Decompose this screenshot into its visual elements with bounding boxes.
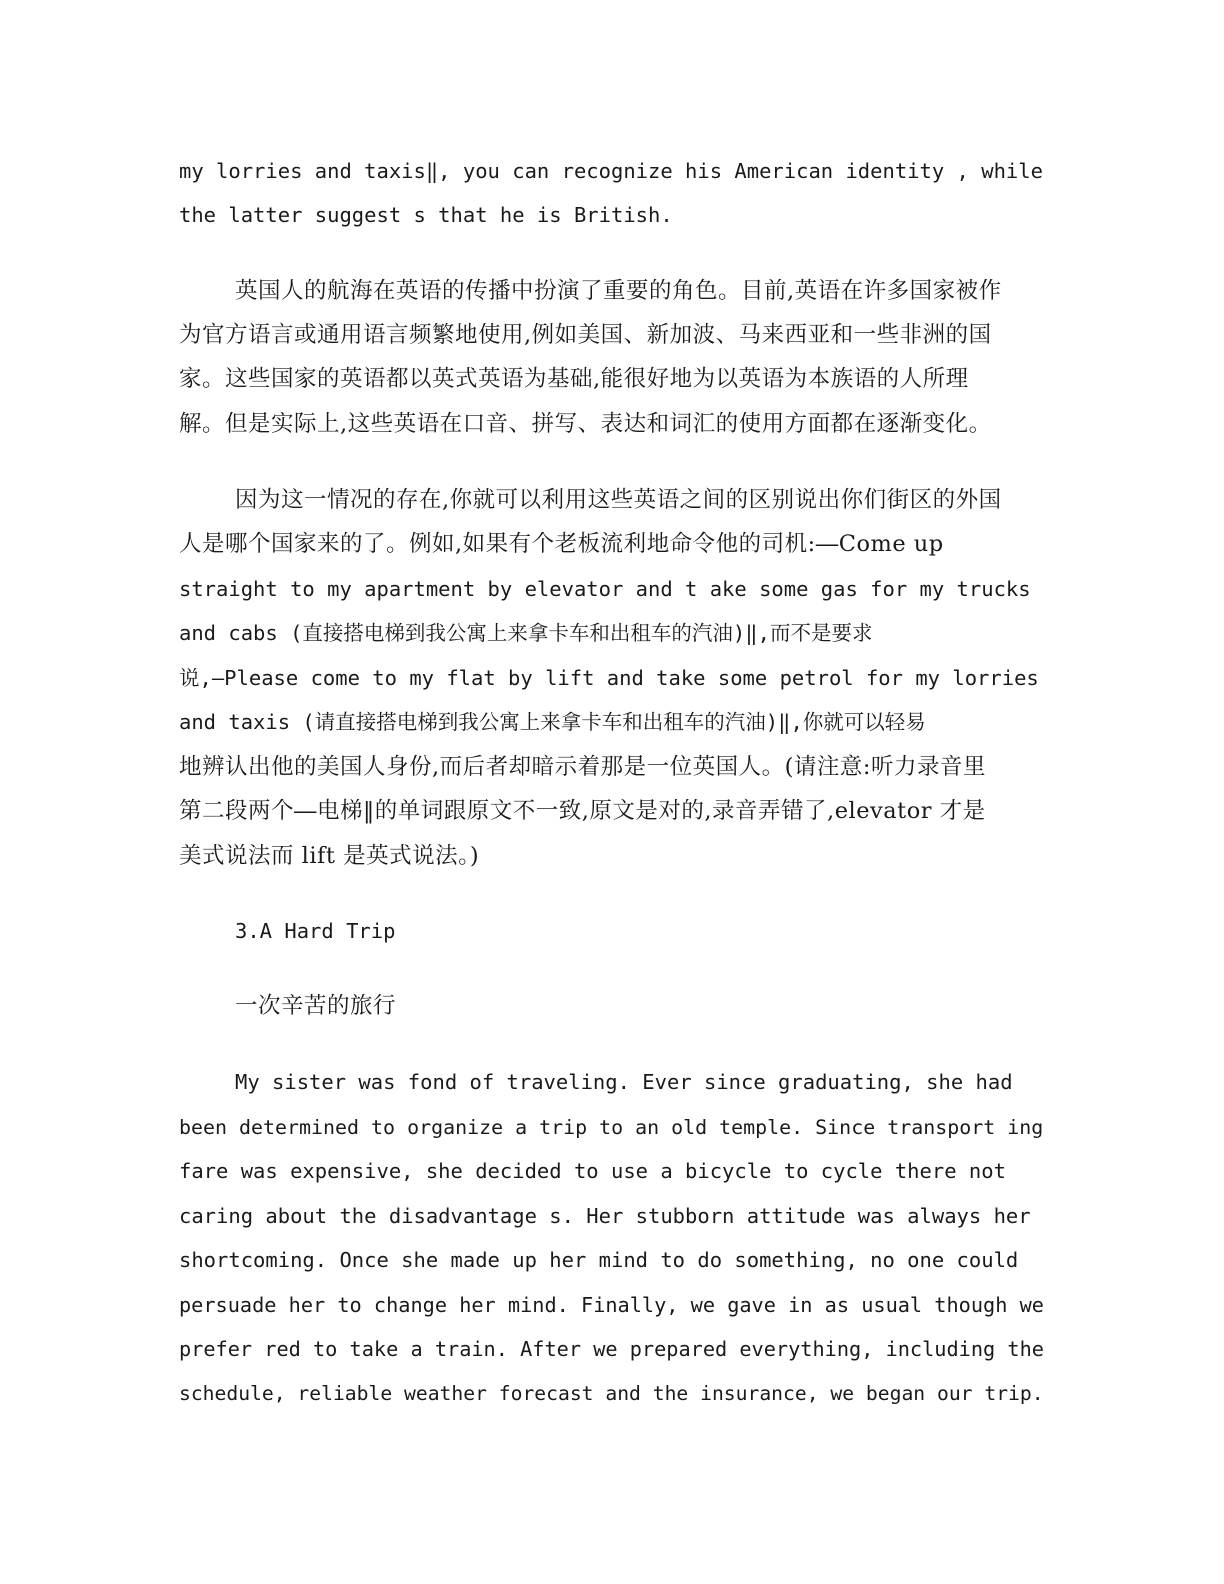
section-heading: 3.A Hard Trip (235, 919, 396, 943)
text-line: 人是哪个国家来的了。例如,如果有个老板流利地命令他的司机:―Come up (179, 531, 944, 557)
text-line: caring about the disadvantage s. Her stubborn attitude was always her (179, 1204, 1031, 1228)
text-line: prefer red to take a train. After we prepared everything, including the (179, 1337, 1044, 1361)
text-line: fare was expensive, she decided to use a bicycle to cycle there not (179, 1159, 1006, 1183)
text-line: 地辨认出他的美国人身份,而后者却暗示着那是一位英国人。(请注意:听力录音里 (179, 754, 987, 780)
text-line: my lorries and taxis‖, you can recognize his American identity , while (179, 159, 1043, 183)
text-line: 英国人的航海在英语的传播中扮演了重要的角色。目前,英语在许多国家被作 (235, 278, 1002, 304)
text-line: My sister was fond of traveling. Ever since graduating, she had (235, 1070, 1013, 1094)
text-line: the latter suggest s that he is British. (179, 203, 673, 227)
text-line: 第二段两个―电梯‖的单词跟原文不一致,原文是对的,录音弄错了,elevator 才是 (179, 798, 986, 824)
text-line: 因为这一情况的存在,你就可以利用这些英语之间的区别说出你们街区的外国 (235, 487, 1002, 513)
text-line: 家。这些国家的英语都以英式英语为基础,能很好地为以英语为本族语的人所理 (179, 366, 969, 392)
text-line: and cabs (直接搭电梯到我公寓上来拿卡车和出租车的汽油)‖,而不是要求 (179, 621, 873, 645)
text-line: 为官方语言或通用语言频繁地使用,例如美国、新加波、马来西亚和一些非洲的国 (179, 322, 992, 348)
section-heading-chinese: 一次辛苦的旅行 (235, 993, 397, 1019)
text-line: 解。但是实际上,这些英语在口音、拼写、表达和词汇的使用方面都在逐渐变化。 (179, 411, 992, 437)
text-line: straight to my apartment by elevator and t ake some gas for my trucks (179, 577, 1031, 601)
text-line: 说,―Please come to my flat by lift and take some petrol for my lorries (179, 666, 1039, 690)
text-line: and taxis (请直接搭电梯到我公寓上来拿卡车和出租车的汽油)‖,你就可以轻易 (179, 710, 926, 734)
text-line: schedule, reliable weather forecast and the insurance, we began our trip. (179, 1382, 1044, 1405)
text-line: been determined to organize a trip to an old temple. Since transport ing (179, 1115, 1044, 1139)
text-line: shortcoming. Once she made up her mind to do something, no one could (179, 1248, 1019, 1272)
text-line: 美式说法而 lift 是英式说法。) (179, 843, 480, 869)
text-line: persuade her to change her mind. Finally, we gave in as usual though we (179, 1293, 1044, 1317)
